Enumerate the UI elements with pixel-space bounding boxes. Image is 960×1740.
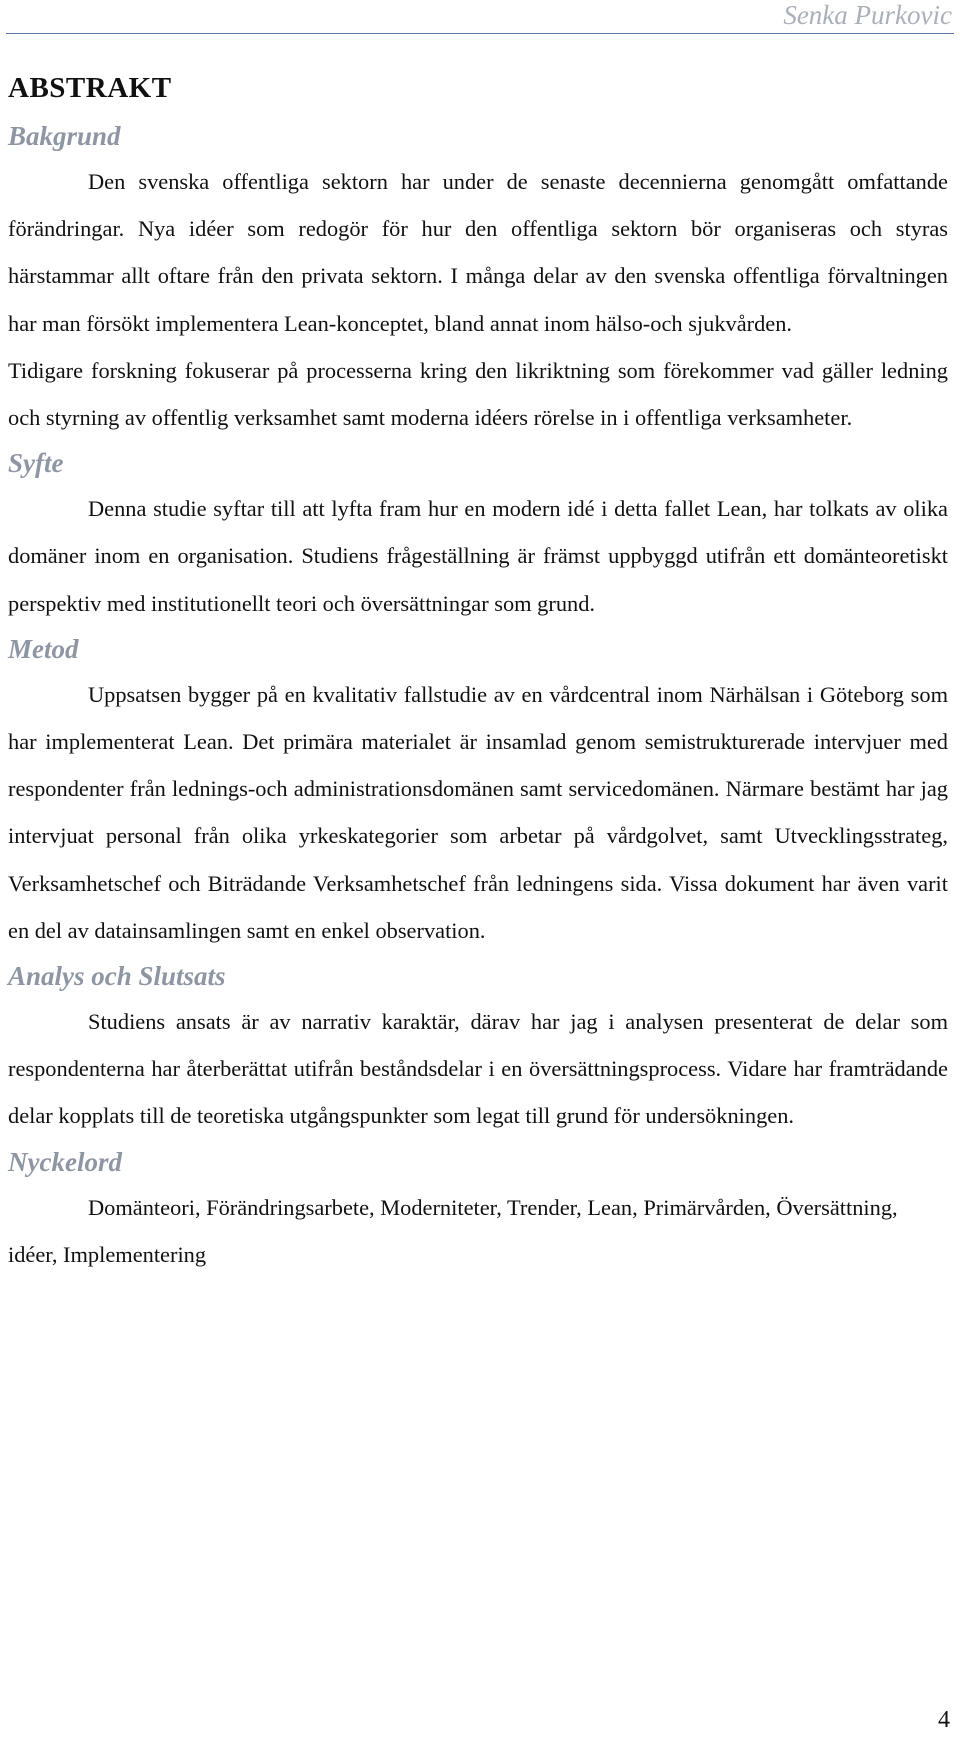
section-heading-metod: Metod bbox=[8, 633, 79, 664]
bakgrund-paragraph-1: Den svenska offentliga sektorn har under de senaste decennierna genomgått omfattande förändringar. Nya idéer som redogör för hur den offentliga sektorn bör organiseras och styras härstammar allt oftare från den privata sektorn. I många delar av den svenska offentliga förvaltningen har man försökt implementera Lean-konceptet, bland annat inom hälso-och sjukvården. bbox=[8, 169, 948, 336]
analys-paragraph: Studiens ansats är av narrativ karaktär, därav har jag i analysen presenterat de delar som respondenterna har återberättat utifrån beståndsdelar i en översättningsprocess. Vidare har framträdande delar kopplats till de teoretiska utgångspunkter som legat till grund för undersökningen. bbox=[8, 1009, 948, 1129]
syfte-paragraph: Denna studie syftar till att lyfta fram hur en modern idé i detta fallet Lean, har tolkats av olika domäner inom en organisation. Studiens frågeställning är främst uppbyggd utifrån ett domänteoretiskt perspektiv med institutionellt teori och översättningar som grund. bbox=[8, 496, 948, 616]
metod-paragraph: Uppsatsen bygger på en kvalitativ fallstudie av en vårdcentral inom Närhälsan i Göteborg som har implementerat Lean. Det primära materialet är insamlad genom semistrukturerade intervjuer med respondenter från lednings-och administrationsdomänen samt servicedomänen. Närmare bestämt har jag intervjuat personal från olika yrkeskategorier som arbetar på vårdgolvet, samt Utvecklingsstrateg, Verksamhetschef och Biträdande Verksamhetschef från ledningens sida. Vissa dokument har även varit en del av datainsamlingen samt en enkel observation. bbox=[8, 681, 948, 943]
header-author: Senka Purkovic bbox=[783, 0, 952, 30]
abstract-content bbox=[8, 62, 948, 1278]
section-heading-analys-och-slutsats: Analys och Slutsats bbox=[8, 961, 226, 992]
nyckelord-paragraph: Domänteori, Förändringsarbete, Moderniteter, Trender, Lean, Primärvården, Översättning, idéer, Implementering bbox=[8, 1194, 898, 1267]
section-heading-bakgrund: Bakgrund bbox=[8, 121, 121, 151]
bakgrund-paragraph-2: Tidigare forskning fokuserar på processerna kring den likriktning som förekommer vad gäller ledning och styrning av offentlig verksamhet samt moderna idéers rörelse in i offentliga verksamheter. bbox=[8, 357, 948, 431]
page-number: 4 bbox=[938, 1707, 950, 1733]
section-heading-syfte: Syfte bbox=[8, 448, 64, 479]
section-heading-nyckelord: Nyckelord bbox=[8, 1146, 122, 1177]
page-header bbox=[6, 0, 954, 34]
abstract-title: ABSTRAKT bbox=[8, 72, 172, 104]
